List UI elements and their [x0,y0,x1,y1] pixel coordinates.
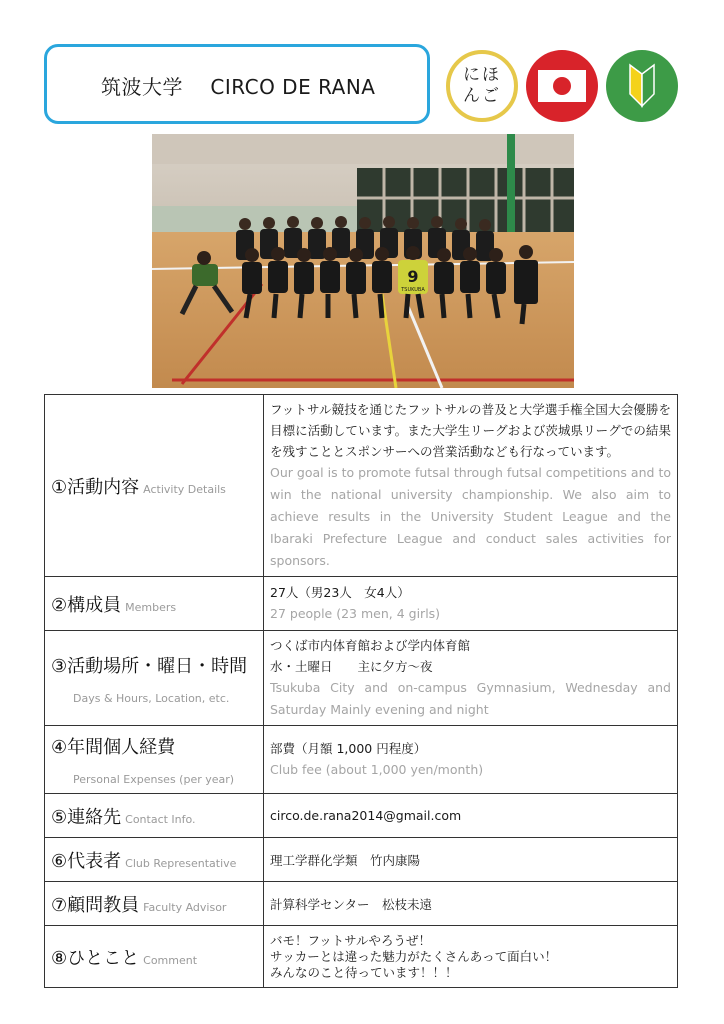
table-row [45,926,678,988]
expenses-en: Club fee (about 1,000 yen/month) [270,762,484,777]
label-advisor-en: Faculty Advisor [143,900,227,914]
expenses-jp: 部費（月額 1,000 円程度） [270,741,427,756]
label-representative: ⑥代表者 [51,850,122,872]
label-comment-en: Comment [143,953,198,967]
label-activity: ①活動内容 [51,476,140,498]
activity-en: Our goal is to promote futsal through futsal competitions and to win the national university championship. We also aim to achieve results in the University Student League and the Ibaraki Prefecture League and conduct sales activities for sponsors. [270,465,671,568]
label-cell [45,395,264,577]
content-cell [264,726,678,794]
content-cell [264,794,678,838]
page-title: 筑波大学 CIRCO DE RANA [101,75,376,99]
header-title-box [44,44,430,124]
schedule-jp-1: つくば市内体育館および学内体育館 [270,638,471,653]
comment-1: バモ！フットサルやろうぜ！ [270,932,432,948]
label-cell [45,926,264,988]
nihongo-label: にほんご [463,65,501,106]
activity-jp: フットサル競技を通じたフットサルの普及と大学選手権全国大会優勝を目標に活動しています。また大学生リーグおよび茨城県リーグでの結果を残すこととスポンサーへの営業活動なども行なっています。 [270,402,671,459]
content-cell [264,926,678,988]
content-cell [264,631,678,726]
comment-3: みんなのこと待っています！！！ [270,964,458,980]
label-advisor: ⑦顧問教員 [51,894,140,916]
beginner-mark-icon [606,50,678,122]
table-row [45,794,678,838]
table-row [45,838,678,882]
table-row [45,395,678,577]
label-cell [45,882,264,926]
contact-email[interactable]: circo.de.rana2014@gmail.com [270,808,462,823]
japan-flag-icon [526,50,598,122]
table-row [45,882,678,926]
label-cell [45,726,264,794]
content-cell [264,395,678,577]
club-info-table [44,394,678,988]
label-comment: ⑧ひとこと [51,947,140,969]
comment-2: サッカーとは違った魅力がたくさんあって面白い！ [270,948,558,964]
label-cell [45,631,264,726]
schedule-en: Tsukuba City and on-campus Gymnasium, Wednesday and Saturday Mainly evening and night [270,680,671,717]
advisor: 計算科学センター 松枝未遠 [270,896,433,912]
table-row [45,726,678,794]
label-schedule-en: Days & Hours, Location, etc. [73,691,230,705]
label-contact: ⑤連絡先 [51,806,122,828]
label-schedule: ③活動場所・曜日・時間 [51,655,248,677]
label-cell [45,838,264,882]
label-activity-en: Activity Details [143,482,226,496]
content-cell [264,838,678,882]
members-en: 27 people (23 men, 4 girls) [270,606,441,621]
label-representative-en: Club Representative [125,856,237,870]
label-cell [45,577,264,631]
nihongo-badge [446,50,518,122]
content-cell [264,882,678,926]
representative: 理工学群化学類 竹内康陽 [270,852,421,868]
label-contact-en: Contact Info. [125,812,196,826]
label-cell [45,794,264,838]
label-members-en: Members [125,600,177,614]
schedule-jp-2: 水・土曜日 主に夕方〜夜 [270,659,433,674]
label-expenses-en: Personal Expenses (per year) [73,773,235,786]
label-members: ②構成員 [51,594,122,616]
jersey-number: 9 [407,267,419,286]
content-cell [264,577,678,631]
label-expenses: ④年間個人経費 [51,737,176,758]
table-row [45,631,678,726]
members-jp: 27人（男23人 女4人） [270,585,410,600]
team-photo [152,134,574,388]
jersey-sponsor: TSUKUBA [401,287,425,293]
table-row [45,577,678,631]
